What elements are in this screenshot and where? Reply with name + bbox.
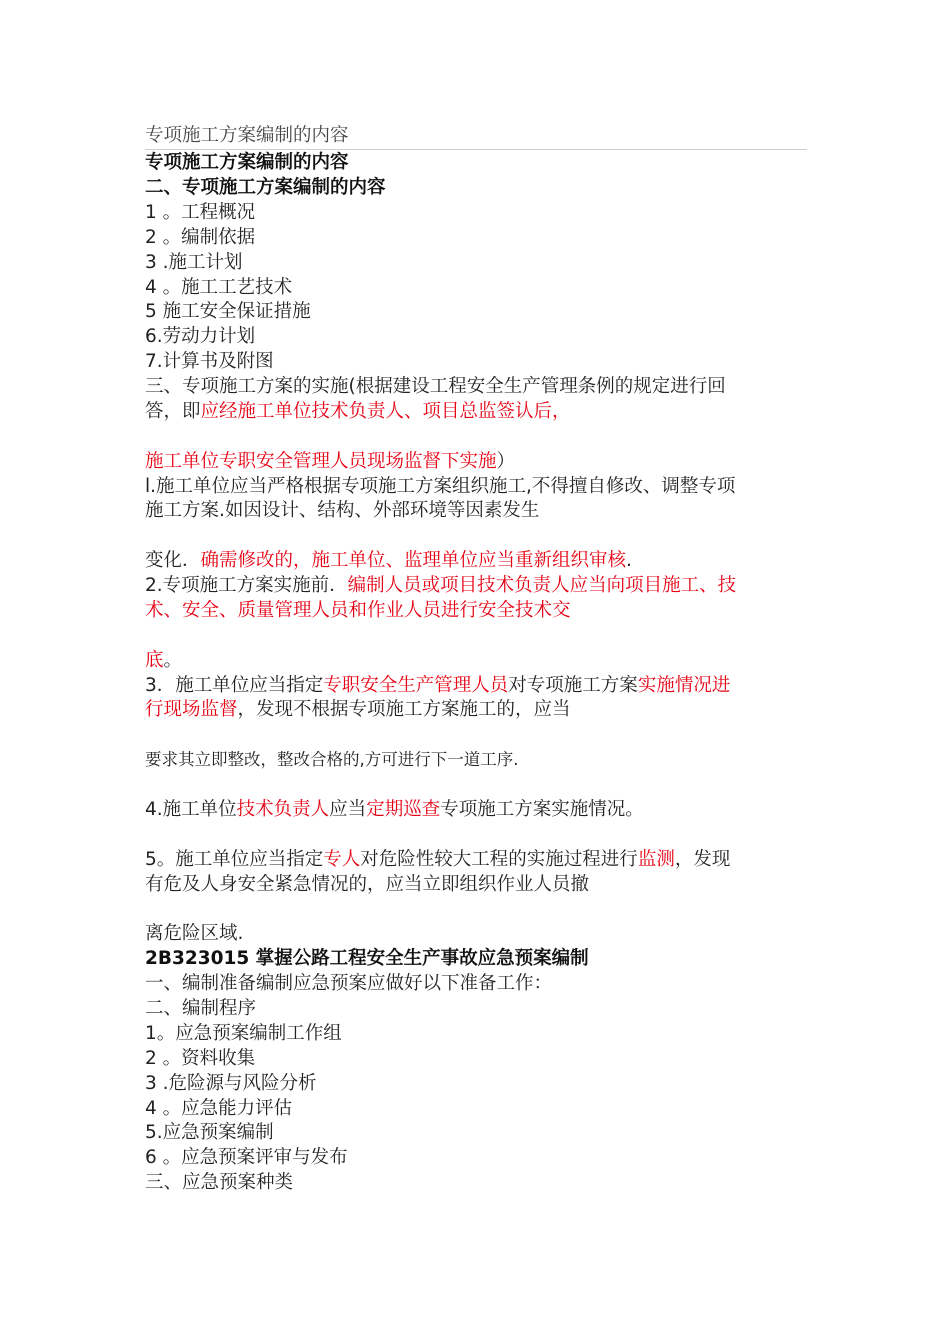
section-heading: 2B323015 掌握公路工程安全生产事故应急预案编制 (145, 948, 589, 969)
text-span: 4.施工单位 (145, 799, 237, 820)
paragraph-line: 三、专项施工方案的实施(根据建设工程安全生产管理条例的规定进行回 (145, 376, 726, 397)
text-span: ） (496, 451, 516, 472)
paragraph-line: 离危险区域. (145, 923, 244, 944)
highlight-text: 底 (145, 650, 164, 671)
highlight-text: 应经施工单位技术负责人、项目总监签认后， (200, 401, 571, 422)
paragraph-line: 一、编制准备编制应急预案应做好以下准备工作： (145, 973, 553, 994)
paragraph-line (145, 450, 807, 474)
list-item: 4 。施工工艺技术 (145, 277, 293, 298)
highlight-text: 编制人员或项目技术负责人应当向项目施工、技 (347, 575, 737, 596)
paragraph-line (145, 400, 807, 424)
list-item: 7.计算书及附图 (145, 351, 274, 372)
highlight-text: 定期巡查 (366, 799, 441, 820)
list-item: 6.劳动力计划 (145, 326, 256, 347)
text-span: 。 (163, 650, 183, 671)
text-span: 变化． (145, 550, 201, 571)
list-item: 6 。应急预案评审与发布 (145, 1147, 348, 1168)
highlight-text: 实施情况进 (637, 675, 731, 696)
text-span: 对专项施工方案 (508, 675, 638, 696)
paragraph-line: 二、编制程序 (145, 998, 257, 1019)
paragraph-line: l.施工单位应当严格根据专项施工方案组织施工,不得擅自修改、调整专项 (145, 476, 736, 497)
text-span: 3．施工单位应当指定 (145, 675, 324, 696)
text-span: 对危险性较大工程的实施过程进行 (360, 849, 638, 870)
list-item: 1。应急预案编制工作组 (145, 1023, 342, 1044)
highlight-text: 行现场监督 (145, 699, 238, 720)
paragraph-line: 要求其立即整改，整改合格的,方可进行下一道工序. (145, 750, 519, 769)
list-item: 2 。资料收集 (145, 1048, 256, 1069)
highlight-text: 确需修改的，施工单位、监理单位应当重新组织审核 (200, 550, 627, 571)
paragraph-line (145, 549, 807, 573)
section-subheading: 二、专项施工方案编制的内容 (145, 177, 386, 198)
highlight-text: 施工单位专职安全管理人员现场监督下实施 (145, 451, 497, 472)
list-item: 2 。编制依据 (145, 227, 256, 248)
highlight-text: 专职安全生产管理人员 (323, 675, 509, 696)
list-item: 5.应急预案编制 (145, 1122, 274, 1143)
highlight-text: 技术负责人 (236, 799, 330, 820)
text-span: ，发现不根据专项施工方案施工的，应当 (237, 699, 571, 720)
text-span: 2.专项施工方案实施前． (145, 575, 348, 596)
section-heading: 专项施工方案编制的内容 (145, 152, 349, 173)
list-item: 1 。工程概况 (145, 202, 256, 223)
text-span: 5。施工单位应当指定 (145, 849, 324, 870)
list-item: 4 。应急能力评估 (145, 1098, 293, 1119)
list-item: 5 施工安全保证措施 (145, 301, 311, 322)
text-span: . (626, 550, 632, 571)
document-header-title: 专项施工方案编制的内容 (145, 123, 807, 150)
text-span: 专项施工方案实施情况。 (440, 799, 644, 820)
paragraph-line (145, 574, 807, 598)
highlight-text: 术、安全、质量管理人员和作业人员进行安全技术交 (145, 600, 571, 621)
list-item: 3 .危险源与风险分析 (145, 1073, 317, 1094)
paragraph-line: 三、应急预案种类 (145, 1172, 294, 1193)
highlight-text: 监测 (637, 849, 675, 870)
text-span: 应当 (329, 799, 367, 820)
paragraph-line: 有危及人身安全紧急情况的，应当立即组织作业人员撤 (145, 874, 590, 895)
paragraph-line (145, 698, 807, 722)
paragraph-line (145, 848, 807, 872)
paragraph-line (145, 649, 807, 673)
paragraph-line (145, 798, 807, 822)
text-span: 答，即 (145, 401, 201, 422)
list-item: 3 .施工计划 (145, 252, 243, 273)
highlight-text: 专人 (323, 849, 361, 870)
text-span: ，发现 (674, 849, 731, 870)
paragraph-line (145, 674, 807, 698)
paragraph-line: 施工方案.如因设计、结构、外部环境等因素发生 (145, 500, 540, 521)
